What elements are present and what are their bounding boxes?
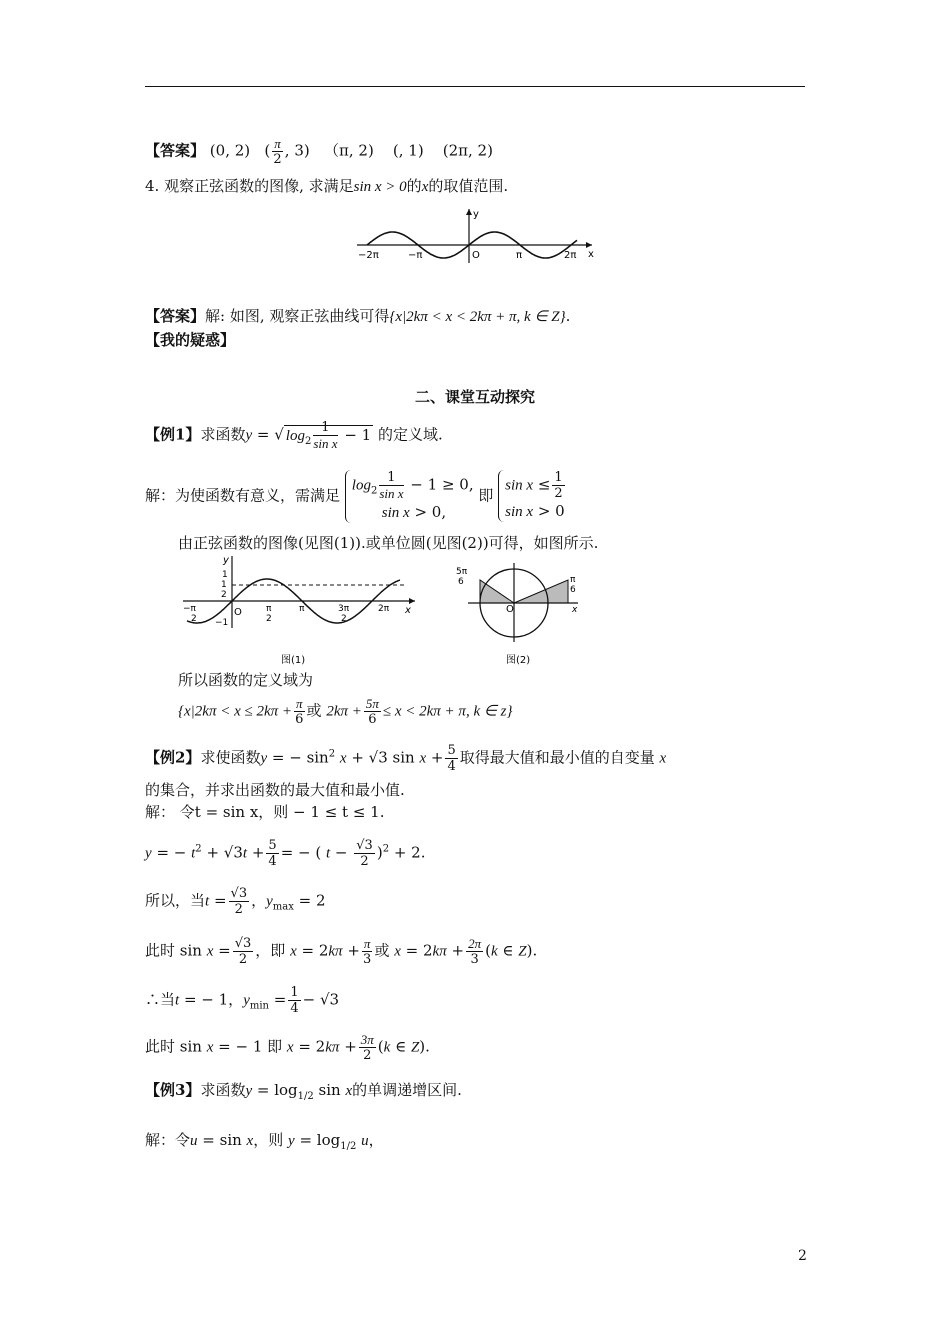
figure-2	[448, 560, 588, 670]
svg-text:y: y	[223, 555, 229, 566]
svg-text:−π: −π	[183, 604, 196, 614]
example-1-solution-4: {x|2kπ < x ≤ 2kπ + $\frac{\pi}{6}$ 或 2kπ + $\frac{5\pi}{6}$ ≤ x < 2kπ + π, k ∈ z}	[178, 696, 513, 727]
svg-text:3π: 3π	[338, 604, 350, 614]
graph-tick-m2pi: −2π	[358, 250, 379, 261]
example-3-step-1: 解：令u = sin x，则 $y = \log_{1/2} u$，	[145, 1131, 384, 1152]
example-1-solution-3: 所以函数的定义域为	[178, 671, 314, 689]
example-1-solution-2: 由正弦函数的图像(见图(1)).或单位圆(见图(2))可得，如图所示.	[178, 534, 599, 552]
example-2-question-2: 的集合，并求出函数的最大值和最小值.	[145, 781, 405, 799]
example-2-step-1: 解： 令t = sin x，则 − 1 ≤ t ≤ 1.	[145, 803, 385, 821]
example-1-question: 【例1】求函数y = √ $\log_2$ $\frac{1}{\text{sin x}}$ − 1 的定义域.	[145, 420, 443, 451]
example-2-step-5: ∴当t = − 1，$y_{min}$ = $\frac{1}{4}$ − √3	[145, 985, 340, 1016]
example-2-step-2: y = − $t^2 + √3t$ + $\frac{5}{4}$ = − ( t − $\frac{√3}{2}$ )$^2$ + 2.	[145, 838, 426, 869]
header-rule	[145, 86, 805, 87]
answer-1: 【答案】 (0, 2) ( $\frac{\pi}{2}$ , 3) （π, 2) (, 1) (2π, 2)	[145, 136, 493, 167]
svg-text:π: π	[570, 575, 576, 585]
example-1-solution-1: 解：为使函数有意义，需满足 $\log_2$ $\frac{1}{\text{sin x}}$ − 1 ≥ 0, sin x > 0, 即 sin x ≤ $\frac{1}{2}$ sin x > 0	[145, 470, 565, 521]
graph-tick-2pi: 2π	[564, 250, 577, 261]
svg-text:O: O	[234, 607, 242, 618]
svg-text:1: 1	[221, 580, 227, 590]
graph-tick-pi: π	[516, 250, 523, 261]
example-2-step-6: 此时 sin x = − 1 即 x = 2kπ + $\frac{3\pi}{2}$ (k ∈ Z).	[145, 1032, 430, 1063]
my-doubt: 【我的疑惑】	[145, 331, 236, 349]
svg-text:π: π	[299, 604, 305, 614]
svg-text:2: 2	[221, 590, 227, 600]
svg-text:5π: 5π	[456, 567, 468, 577]
figure-1-caption: 图(1)	[281, 655, 306, 666]
svg-text:π: π	[266, 604, 272, 614]
graph-y-label: y	[473, 209, 479, 220]
svg-text:6: 6	[458, 577, 464, 587]
answer-2: 【答案】解: 如图, 观察正弦曲线可得{x|2kπ < x < 2kπ + π, k ∈ Z}.	[145, 307, 571, 325]
example-2-question-1: 【例2】求使函数y = − $\sin^2 x + √3$ sin x + $\frac{5}{4}$ 取得最大值和最小值的自变量 x	[145, 743, 667, 774]
svg-text:x: x	[405, 605, 411, 616]
svg-text:2π: 2π	[378, 604, 390, 614]
graph-x-label: x	[588, 249, 594, 260]
svg-text:6: 6	[570, 585, 576, 595]
figure-1	[175, 553, 425, 668]
svg-text:−1: −1	[215, 618, 229, 628]
page-number: 2	[798, 1248, 807, 1264]
example-3-question: 【例3】求函数$y = \log_{1/2} \sin x$的单调递增区间.	[145, 1081, 462, 1102]
svg-text:O: O	[506, 604, 514, 615]
svg-text:1: 1	[222, 570, 228, 580]
svg-text:2: 2	[191, 614, 197, 624]
svg-text:x: x	[572, 605, 578, 615]
svg-text:2: 2	[341, 614, 347, 624]
sine-graph	[352, 205, 597, 265]
question-4: 4. 观察正弦函数的图像, 求满足sin x > 0的x的取值范围.	[145, 177, 509, 195]
svg-text:2: 2	[266, 614, 272, 624]
figure-2-caption: 图(2)	[506, 655, 531, 666]
example-2-step-4: 此时 sin x = $\frac{√3}{2}$ ，即 x = 2kπ + $\frac{\pi}{3}$ 或 x = 2kπ + $\frac{2\pi}{3}$ (k ∈ Z).	[145, 936, 538, 967]
section-title: 二、课堂互动探究	[414, 388, 535, 406]
graph-origin-label: O	[472, 250, 480, 261]
graph-tick-mpi: −π	[408, 250, 423, 261]
example-2-step-3: 所以，当t = $\frac{√3}{2}$ ，$y_{max} = 2$	[145, 886, 326, 917]
